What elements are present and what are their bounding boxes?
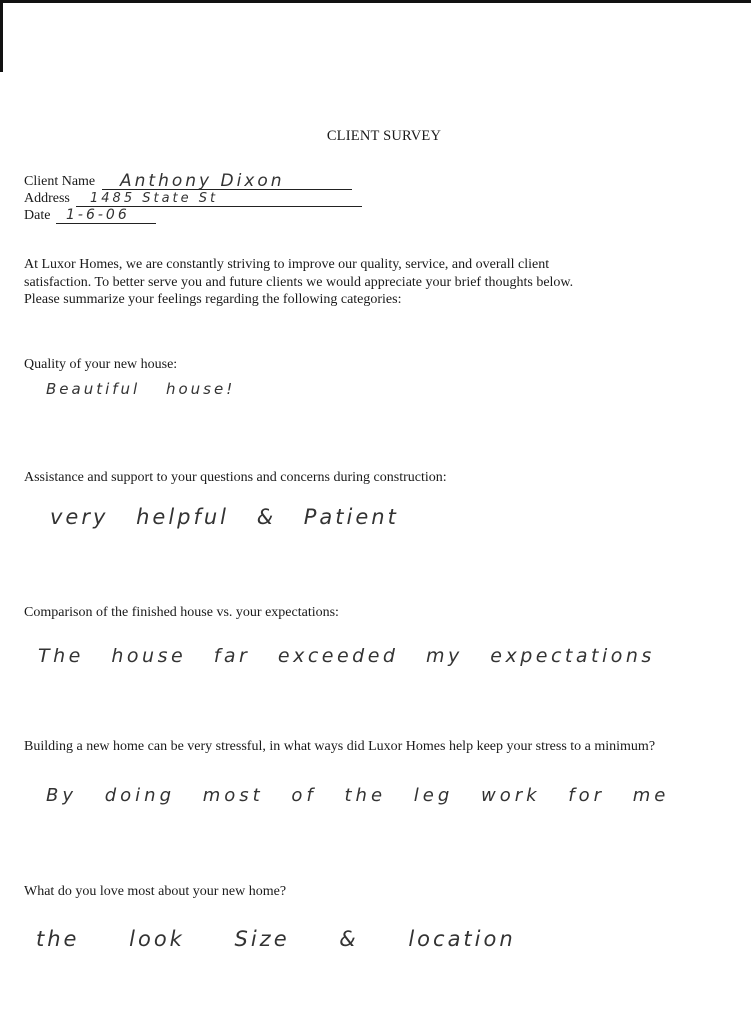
address-label: Address [24,191,70,206]
date-field[interactable] [56,206,156,224]
question-love-most: What do you love most about your new home? [24,884,287,899]
intro-paragraph [24,256,684,309]
address-field[interactable] [76,189,362,207]
client-name-row [24,174,95,190]
intro-line-2: satisfaction. To better serve you and future clients we would appreciate your brief thoughts below. [24,274,574,290]
answer-assistance[interactable]: very helpful & Patient [50,505,399,529]
question-assistance: Assistance and support to your questions and concerns during construction: [24,470,447,485]
question-quality: Quality of your new house: [24,357,178,372]
client-name-value: Anthony Dixon [120,171,285,191]
date-value: 1-6-06 [66,207,130,223]
intro-line-1: At Luxor Homes, we are constantly striving to improve our quality, service, and overall client [24,257,550,272]
answer-love-most[interactable]: the look Size & location [36,927,516,951]
date-row [24,208,50,224]
answer-comparison[interactable]: The house far exceeded my expectations [38,645,655,667]
client-name-field[interactable] [102,172,352,190]
question-comparison: Comparison of the finished house vs. your expectations: [24,605,339,620]
question-stress: Building a new home can be very stressful, in what ways did Luxor Homes help keep your stress to a minimum? [24,739,656,754]
answer-stress[interactable]: By doing most of the leg work for me [46,785,670,806]
address-value: 1485 State St [90,191,219,206]
intro-line-3: Please summarize your feelings regarding the following categories: [24,292,402,307]
date-label: Date [24,208,51,223]
address-row [24,191,70,207]
survey-title: CLIENT SURVEY [326,128,442,144]
client-name-label: Client Name [24,174,96,189]
scan-left-border [0,0,3,72]
answer-quality[interactable]: Beautiful house! [46,380,236,398]
scan-top-border [0,0,751,3]
